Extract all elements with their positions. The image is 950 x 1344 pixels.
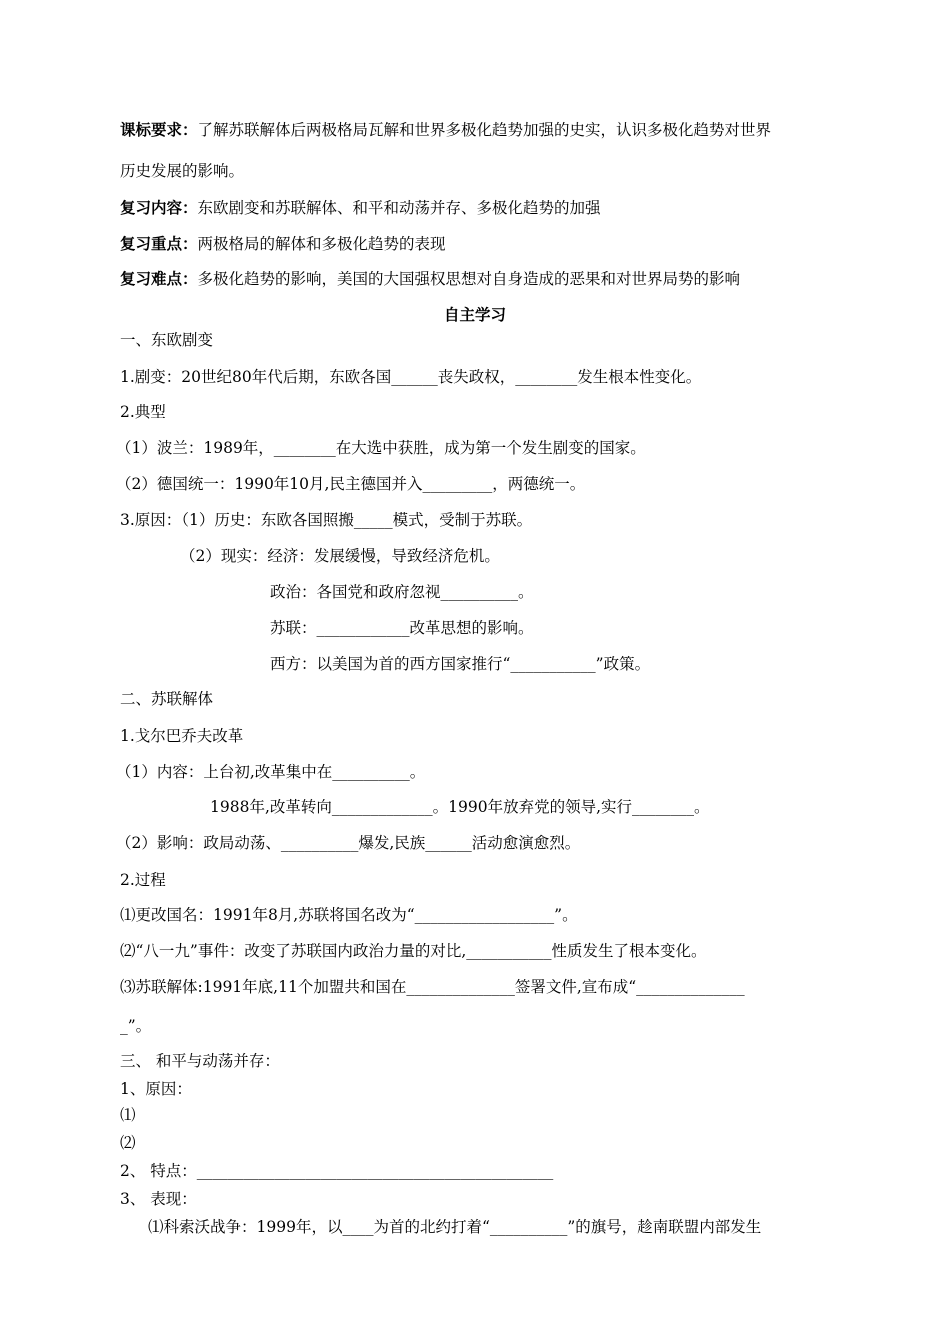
text-line: ⑶苏联解体:1991年底,11个加盟共和国在______________签署文件,宣布成“______________ (120, 978, 745, 996)
header-label: 课标要求： (120, 120, 198, 139)
text-line: _”。 (120, 1017, 152, 1035)
header-line (120, 234, 446, 254)
text-line: （1）波兰：1989年，________在大选中获胜，成为第一个发生剧变的国家。 (116, 439, 646, 457)
text-line: （2）德国统一：1990年10月,民主德国并入_________，两德统一。 (116, 475, 586, 493)
heading: 三、 和平与动荡并存： (120, 1052, 280, 1070)
heading: 一、东欧剧变 (120, 331, 214, 349)
text-line: ⑴ (120, 1106, 136, 1124)
text-line: 政治：各国党和政府忽视__________。 (270, 583, 534, 601)
header-label: 复习重点： (120, 234, 198, 253)
text-line: ⑵ (120, 1134, 136, 1152)
text-line: 2.典型 (120, 403, 166, 421)
header-text: 东欧剧变和苏联解体、和平和动荡并存、多极化趋势的加强 (197, 199, 601, 217)
header-line (120, 198, 601, 218)
header-text: 多极化趋势的影响，美国的大国强权思想对自身造成的恶果和对世界局势的影响 (197, 270, 741, 288)
text-line: 1988年,改革转向_____________。1990年放弃党的领导,实行________。 (210, 798, 710, 816)
header-text: 历史发展的影响。 (120, 162, 245, 180)
heading: 二、苏联解体 (120, 690, 214, 708)
text-line: （2）现实：经济：发展缓慢，导致经济危机。 (180, 547, 500, 565)
header-line (120, 120, 771, 140)
header-line (120, 269, 740, 289)
text-line: 西方：以美国为首的西方国家推行“___________”政策。 (270, 655, 651, 673)
header-text: 了解苏联解体后两极格局瓦解和世界多极化趋势加强的史实，认识多极化趋势对世界 (197, 121, 772, 139)
text-line: 3.原因：（1）历史：东欧各国照搬_____模式，受制于苏联。 (120, 511, 533, 529)
text-line: （1）内容：上台初,改革集中在__________。 (116, 763, 426, 781)
text-line: ⑴更改国名：1991年8月,苏联将国名改为“__________________”。 (120, 906, 578, 924)
text-line: 1.剧变：20世纪80年代后期，东欧各国______丧失政权，________发生根本性变化。 (120, 368, 702, 386)
text-line: 2.过程 (120, 871, 166, 889)
text-line: （2）影响：政局动荡、__________爆发,民族______活动愈演愈烈。 (116, 834, 581, 852)
header-label: 复习难点： (120, 269, 198, 288)
section-title: 自主学习 (443, 305, 506, 324)
header-line (120, 161, 244, 181)
text-line: 苏联：____________改革思想的影响。 (270, 619, 534, 637)
text-line: 3、 表现： (120, 1190, 197, 1208)
text-line: 1.戈尔巴乔夫改革 (120, 727, 244, 745)
text-line: 1、原因： (120, 1080, 192, 1098)
text-line: ⑴科索沃战争：1999年，以____为首的北约打着“__________”的旗号，趁南联盟内部发生 (148, 1218, 762, 1236)
header-label: 复习内容： (120, 198, 198, 217)
text-line: 2、 特点：______________________________________________ (120, 1162, 554, 1180)
header-text: 两极格局的解体和多极化趋势的表现 (197, 235, 446, 253)
text-line: ⑵“八一九”事件：改变了苏联国内政治力量的对比,___________性质发生了根本变化。 (120, 942, 707, 960)
